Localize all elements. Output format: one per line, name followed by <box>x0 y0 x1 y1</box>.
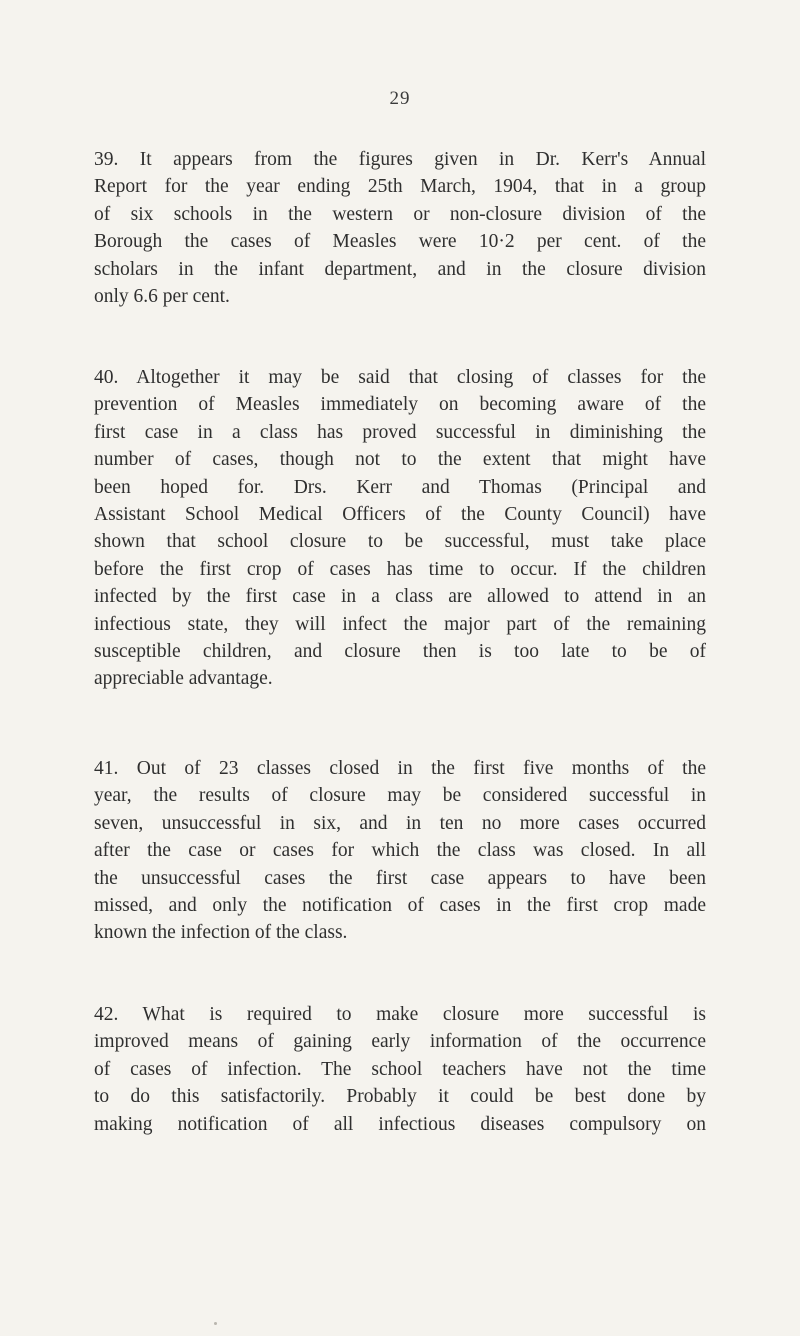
paragraph-line: been hoped for. Drs. Kerr and Thomas (Principal and <box>94 476 706 498</box>
paragraph-line: Borough the cases of Measles were 10·2 per cent. of the <box>94 231 706 253</box>
paragraph-line: making notification of all infectious diseases compulsory on <box>94 1113 706 1135</box>
paragraph-line: after the case or cases for which the class was closed. In all <box>94 840 706 862</box>
paragraph-line: Assistant School Medical Officers of the County Council) have <box>94 504 706 526</box>
paragraph-line: shown that school closure to be successful, must take place <box>94 531 706 553</box>
paragraph-line: to do this satisfactorily. Probably it could be best done by <box>94 1086 706 1108</box>
paragraph-line: susceptible children, and closure then is too late to be of <box>94 641 706 663</box>
paragraph-line: 40. Altogether it may be said that closing of classes for the <box>94 367 706 388</box>
paragraph-line: 41. Out of 23 classes closed in the first five months of the <box>94 758 706 779</box>
paragraph-line: only 6.6 per cent. <box>94 286 230 308</box>
paragraph-39 <box>94 146 706 310</box>
paragraph-42 <box>94 1001 706 1138</box>
page-number: 29 <box>389 88 411 109</box>
paragraph-41 <box>94 755 706 947</box>
paragraph-line: known the infection of the class. <box>94 922 348 944</box>
paragraph-line: infected by the first case in a class are allowed to attend in an <box>94 586 706 608</box>
paper-speck <box>214 1322 217 1325</box>
paragraph-line: first case in a class has proved successful in diminishing the <box>94 421 706 443</box>
paragraph-line: year, the results of closure may be considered successful in <box>94 785 706 807</box>
paragraph-line: of cases of infection. The school teachers have not the time <box>94 1058 706 1080</box>
paragraph-line: appreciable advantage. <box>94 668 273 690</box>
paragraph-line: Report for the year ending 25th March, 1904, that in a group <box>94 176 706 198</box>
paragraph-line: seven, unsuccessful in six, and in ten no more cases occurred <box>94 812 706 834</box>
paragraph-line: before the first crop of cases has time to occur. If the children <box>94 558 706 580</box>
paragraph-line: prevention of Measles immediately on becoming aware of the <box>94 394 706 416</box>
paragraph-line: scholars in the infant department, and in the closure division <box>94 258 706 280</box>
paragraph-line: improved means of gaining early information of the occurrence <box>94 1031 706 1053</box>
paragraph-line: number of cases, though not to the extent that might have <box>94 449 706 471</box>
paragraph-line: 42. What is required to make closure more successful is <box>94 1004 706 1025</box>
paragraph-line: infectious state, they will infect the major part of the remaining <box>94 613 706 635</box>
paragraph-line: the unsuccessful cases the first case appears to have been <box>94 867 706 889</box>
paragraph-line: missed, and only the notification of cases in the first crop made <box>94 895 706 917</box>
paragraph-40 <box>94 364 706 693</box>
paragraph-line: 39. It appears from the figures given in Dr. Kerr's Annual <box>94 149 706 170</box>
paragraph-line: of six schools in the western or non-closure division of the <box>94 203 706 225</box>
